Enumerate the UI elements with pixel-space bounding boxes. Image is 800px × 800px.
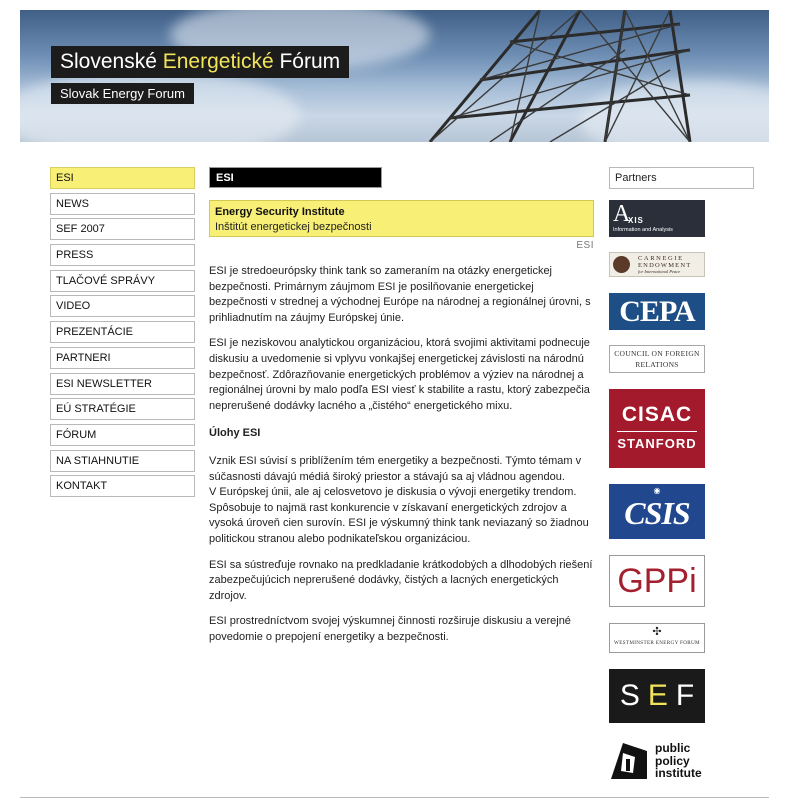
partner-logo-csis[interactable]	[609, 484, 705, 539]
main-content	[209, 167, 594, 645]
cfr-logo-line2: RELATIONS	[635, 360, 679, 369]
nav-item-sef-2007[interactable]: SEF 2007	[50, 218, 195, 240]
sef-logo-letter-e: E	[647, 679, 676, 712]
axis-logo-text: XIS	[628, 216, 644, 225]
partner-logo-westminster[interactable]	[609, 623, 705, 653]
partner-logo-cepa[interactable]: CEPA	[609, 293, 705, 330]
site-subtitle: Slovak Energy Forum	[51, 83, 194, 104]
cfr-logo-line1: COUNCIL ON FOREIGN	[614, 349, 700, 358]
nav-item-tlacove-spravy[interactable]: TLAČOVÉ SPRÁVY	[50, 270, 195, 292]
csis-globe-icon: ◉	[653, 486, 661, 495]
ppi-emblem-icon	[609, 739, 651, 783]
cisac-logo-line1: CISAC	[621, 403, 693, 426]
cisac-logo-divider	[617, 431, 697, 432]
partner-logo-sef[interactable]	[609, 669, 705, 723]
nav-item-eu-strategie[interactable]: EÚ STRATÉGIE	[50, 398, 195, 420]
nav-item-press[interactable]: PRESS	[50, 244, 195, 266]
westminster-logo-text: WESTMINSTER ENERGY FORUM	[614, 640, 700, 646]
section-title: ESI	[209, 167, 382, 188]
nav-item-kontakt[interactable]: KONTAKT	[50, 475, 195, 497]
intro-box-title: Energy Security Institute	[215, 206, 345, 218]
cloud-decoration	[20, 70, 300, 142]
paragraph: ESI je stredoeurópsky think tank so zameraním na otázky energetickej bezpečnosti. Primárnym záujmom ESI je posilňovanie energetickej bezpečnosti v strednej a východnej Európe na národnej a regionálnej úrovni, s prihliadnutím na záujmy Európskej únie.	[209, 265, 591, 324]
nav-item-esi[interactable]: ESI	[50, 167, 195, 189]
carnegie-logo-line1: CARNEGIE	[638, 255, 684, 262]
paragraph: Vznik ESI súvisí s priblížením tém energetiky a bezpečnosti. Týmto témam v súčasnosti dávajú médiá široký priestor a stávajú sa aj vládnou agendou. V Európskej únii, ale aj celosvetovo je diskusia o vývoji energetiky trendom. Spôsobuje to najmä rast konkurencie v získavaní energetických zdrojov a vysoká úroveň cien surovín. ESI je výskumný think tank neviazaný so žiadnou politickou stranou alebo podnikateľskou organizáciou.	[209, 454, 589, 545]
nav-item-video[interactable]: VIDEO	[50, 295, 195, 317]
left-navigation	[50, 167, 195, 501]
nav-item-na-stiahnutie[interactable]: NA STIAHNUTIE	[50, 450, 195, 472]
power-tower-image	[390, 10, 710, 142]
partner-logo-carnegie[interactable]	[609, 252, 705, 277]
westminster-emblem-icon: ✣	[652, 626, 662, 638]
carnegie-emblem-icon	[613, 256, 630, 273]
intro-box-subtitle: Inštitút energetickej bezpečnosti	[215, 221, 372, 233]
ppi-logo-text: public policy institute	[655, 741, 702, 780]
cisac-logo-line2: STANFORD	[617, 436, 697, 451]
paragraph: ESI prostredníctvom svojej výskumnej činnosti rozširuje diskusiu a verejné povedomie o prepojení energetiky a bezpečnosti.	[209, 615, 571, 643]
partner-logo-cisac[interactable]	[609, 389, 705, 468]
partner-logo-gppi[interactable]: GPPi	[609, 555, 705, 607]
axis-logo-sub: Information and Analysis	[613, 227, 673, 233]
site-title: Slovenské Energetické Fórum	[51, 46, 349, 78]
csis-logo-text: CSIS	[624, 495, 690, 531]
carnegie-logo-line2: ENDOWMENT	[638, 262, 692, 269]
axis-logo-letter: A	[613, 201, 631, 227]
paragraph: ESI je neziskovou analytickou organizáciou, ktorá svojimi aktivitami podnecuje diskusiu a uvedomenie si vplyvu vonkajšej energetickej závislosti na národnú bezpečnosť. Zdôrazňovanie energetických problémov a výziev na národnej a regionálnej úrovni by malo podľa ESI viesť k stabilite a rastu, ktorý zabezpečia neprerušené dodávky lacného a „čistého“ energetického mixu.	[209, 337, 590, 412]
intro-box	[209, 200, 594, 237]
footer-divider	[20, 797, 769, 798]
nav-item-esi-newsletter[interactable]: ESI NEWSLETTER	[50, 373, 195, 395]
nav-item-news[interactable]: NEWS	[50, 193, 195, 215]
subheading: Úlohy ESI	[209, 427, 261, 440]
sef-logo-letter-f: F	[675, 679, 703, 712]
paragraph: ESI sa sústreďuje rovnako na predkladanie krátkodobých a dlhodobých riešení zabezpečujúcich neprerušené dodávky, čistých a lacných energetických zdrojov.	[209, 558, 593, 602]
nav-item-prezentacie[interactable]: PREZENTÁCIE	[50, 321, 195, 343]
nav-item-partneri[interactable]: PARTNERI	[50, 347, 195, 369]
section-tag: ESI	[576, 240, 594, 251]
header-banner	[20, 10, 769, 142]
carnegie-logo-line3: for International Peace	[638, 269, 681, 274]
partner-logo-cfr[interactable]	[609, 345, 705, 373]
partner-logo-ppi[interactable]	[609, 739, 709, 783]
partners-label: Partners	[609, 167, 754, 189]
sef-logo-letter-s: S	[619, 679, 648, 712]
nav-item-forum[interactable]: FÓRUM	[50, 424, 195, 446]
partner-logo-axis[interactable]	[609, 200, 705, 237]
